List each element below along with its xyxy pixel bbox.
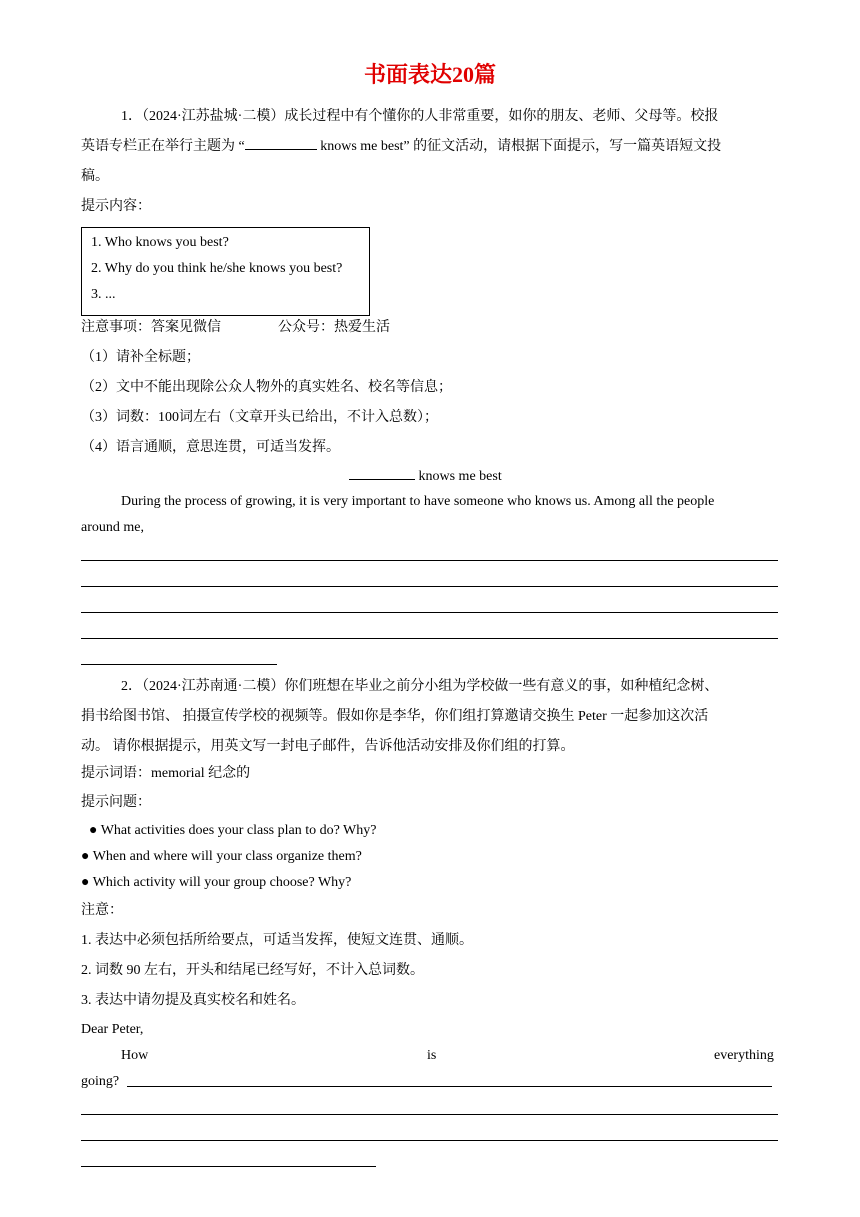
page-title: 书面表达20篇: [363, 62, 496, 87]
question-1-source: （2024·江苏盐城·二模）: [142, 109, 285, 124]
answer-line[interactable]: [81, 638, 778, 639]
note-2: （2）文中不能出现除公众人物外的真实姓名、校名等信息；: [81, 380, 452, 395]
hint-item-2: 2. Why do you think he/she knows you best?: [91, 261, 343, 276]
question-2-prompt: [81, 672, 779, 762]
question-1-text-c: 稿。: [81, 169, 109, 184]
q2-note-2: 2. 词数 90 左右，开头和结尾已经写好，不计入总词数。: [81, 963, 424, 978]
question-2-number: 2．: [121, 679, 142, 694]
essay-opening-line-2: around me,: [81, 520, 144, 535]
hint-label: 提示内容：: [81, 199, 151, 214]
answer-line[interactable]: [81, 1114, 778, 1115]
letter-word-how: How: [121, 1048, 149, 1063]
essay-title-blank[interactable]: [349, 465, 415, 480]
answer-line[interactable]: [81, 1140, 778, 1141]
letter-greeting: Dear Peter,: [81, 1022, 144, 1037]
hint-item-3: 3. ...: [91, 287, 116, 302]
notes-wechat: 公众号：热爱生活: [278, 320, 390, 335]
question-2-text-a: 你们班想在毕业之前分小组为学校做一些有意义的事，如种植纪念树、: [284, 679, 719, 694]
letter-word-is: is: [427, 1048, 437, 1063]
hint-item-1: 1. Who knows you best?: [91, 235, 229, 250]
notes-label: 注意事项：答案见微信: [81, 320, 221, 335]
question-hint-label: 提示问题：: [81, 795, 151, 810]
essay-title-text: knows me best: [418, 469, 502, 484]
question-2-source: （2024·江苏南通·二模）: [142, 679, 285, 694]
q2-note-1: 1. 表达中必须包括所给要点，可适当发挥，使短文连贯、通顺。: [81, 933, 473, 948]
essay-opening-line-1: During the process of growing, it is very important to have someone who knows us. Among all the people: [121, 494, 715, 509]
bullet-2: ● When and where will your class organize them?: [81, 849, 362, 864]
bullet-3: ● Which activity will your group choose? Why?: [81, 875, 352, 890]
answer-line[interactable]: [81, 586, 778, 587]
answer-line[interactable]: [81, 664, 277, 665]
letter-word-going: going?: [81, 1074, 120, 1089]
note-1: （1）请补全标题；: [81, 350, 200, 365]
hint-box: [81, 227, 370, 316]
note-4: （4）语言通顺，意思连贯，可适当发挥。: [81, 440, 340, 455]
bullet-1: ● What activities does your class plan to do? Why?: [89, 823, 377, 838]
answer-line[interactable]: [81, 612, 778, 613]
q2-note-3: 3. 表达中请勿提及真实校名和姓名。: [81, 993, 305, 1008]
question-1-prompt: [81, 102, 779, 192]
essay-title: [349, 465, 502, 487]
word-hint: 提示词语：memorial 纪念的: [81, 766, 251, 781]
note-label: 注意：: [81, 903, 123, 918]
answer-line[interactable]: [81, 1166, 376, 1167]
question-1-text-a: 成长过程中有个懂你的人非常重要，如你的朋友、老师、父母等。校报: [284, 109, 719, 124]
question-2-text-b: 捐书给图书馆、 拍摄宣传学校的视频等。假如你是李华，你们组打算邀请交换生 Peter 一起参加这次活: [81, 709, 709, 724]
title-blank[interactable]: [245, 135, 317, 150]
question-1-text-b1: 英语专栏正在举行主题为 “: [81, 139, 245, 154]
question-1-text-b2: knows me best” 的征文活动，请根据下面提示，写一篇英语短文投: [316, 139, 722, 154]
question-1-number: 1．: [121, 109, 142, 124]
note-3: （3）词数：100词左右（文章开头已给出，不计入总数）；: [81, 410, 438, 425]
letter-word-everything: everything: [714, 1048, 774, 1063]
answer-line[interactable]: [127, 1086, 772, 1087]
question-2-text-c: 动。 请你根据提示，用英文写一封电子邮件，告诉他活动安排及你们组的打算。: [81, 739, 575, 754]
question-1-text-b: [81, 132, 721, 162]
answer-line[interactable]: [81, 560, 778, 561]
